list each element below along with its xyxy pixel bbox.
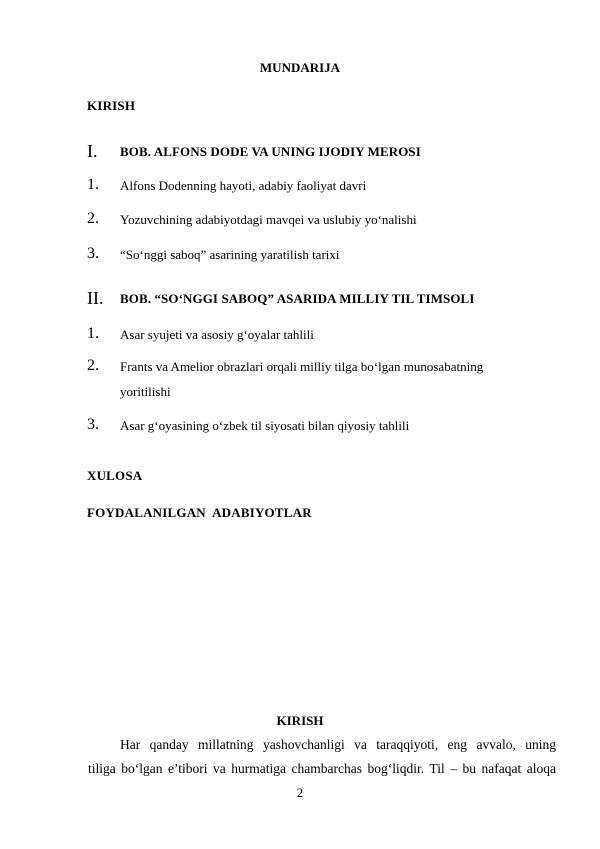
chapter-2-item-2-number: 2. [87, 357, 99, 374]
chapter-1-number: I. [87, 141, 98, 161]
chapter-1-item-2-number: 2. [87, 210, 99, 227]
chapter-2-item-2: Frants va Amelior obrazlari orqali milliy tilga bo‘lgan munosabatning [120, 359, 484, 374]
chapter-1-item-3: “So‘nggi saboq” asarining yaratilish tarixi [120, 247, 340, 262]
chapter-1-item-2: Yozuvchining adabiyotdagi mavqei va uslubiy yo‘nalishi [120, 212, 417, 227]
section-title: KIRISH [276, 713, 324, 728]
chapter-1-item-1-number: 1. [87, 176, 99, 193]
chapter-2-item-1-number: 1. [87, 325, 99, 342]
toc-conclusion: XULOSA [87, 468, 143, 483]
chapter-2-item-1: Asar syujeti va asosiy g‘oyalar tahlili [120, 327, 314, 342]
chapter-2-number: II. [87, 288, 104, 308]
chapter-1-item-1: Alfons Dodenning hayoti, adabiy faoliyat davri [120, 178, 367, 193]
chapter-2-title: BOB. “SO‘NGGI SABOQ” ASARIDA MILLIY TIL TIMSOLI [120, 291, 475, 306]
toc-intro: KIRISH [87, 98, 136, 113]
toc-references: FOYDALANILGAN ADABIYOTLAR [87, 505, 312, 520]
chapter-2-item-2-continuation: yoritilishi [120, 384, 171, 399]
paragraph-line-1: Har qanday millatning yashovchanligi va taraqqiyoti, eng avvalo, uning [120, 737, 556, 752]
paragraph-line-2: tiliga bo‘lgan e’tibori va hurmatiga chambarchas bog‘liqdir. Til – bu nafaqat aloqa [88, 761, 556, 776]
page-number: 2 [296, 785, 304, 800]
chapter-1-item-3-number: 3. [87, 245, 99, 262]
toc-title: MUNDARIJA [259, 60, 341, 75]
chapter-2-item-3-number: 3. [87, 416, 99, 433]
section-paragraph [88, 733, 556, 781]
chapter-1-title: BOB. ALFONS DODE VA UNING IJODIY MEROSI [120, 144, 421, 159]
chapter-2-item-3: Asar g‘oyasining o‘zbek til siyosati bilan qiyosiy tahlili [120, 418, 410, 433]
